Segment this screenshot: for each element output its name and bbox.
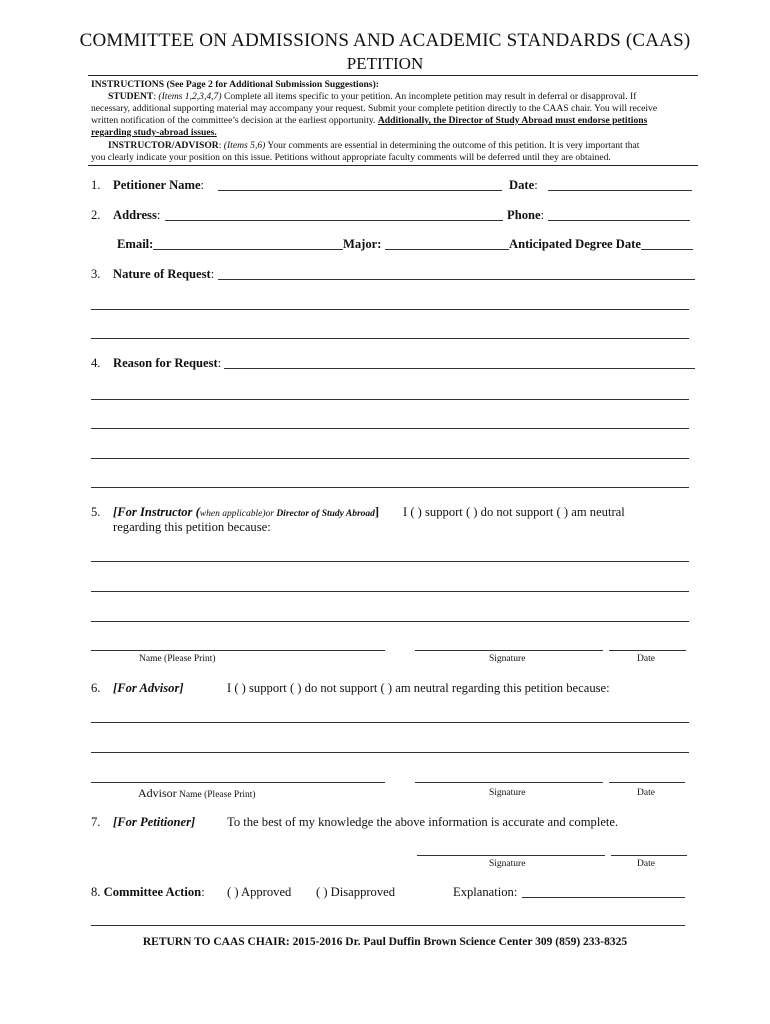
instructions-heading: INSTRUCTIONS (See Page 2 for Additional Submission Suggestions): (91, 79, 379, 90)
instructor-instructions-line2: you clearly indicate your position on this issue. Petitions without appropriate faculty comments will be deferred until they are obtained. (91, 152, 611, 163)
instructor-section-label: [For Instructor (when applicable)or Director of Study Abroad] (113, 505, 380, 519)
advisor-comment-line-1[interactable] (91, 722, 689, 723)
footer-return-info: RETURN TO CAAS CHAIR: 2015-2016 Dr. Paul Duffin Brown Science Center 309 (859) 233-8325 (142, 936, 628, 948)
petitioner-signature-caption: Signature (489, 859, 526, 869)
petitioner-date-caption: Date (637, 859, 655, 869)
instructor-because-text: regarding this petition because: (113, 520, 271, 534)
reason-for-request-field[interactable] (224, 368, 695, 369)
nature-line-1[interactable] (91, 309, 689, 310)
item3-number: 3. (91, 267, 101, 281)
student-instructions-line1: STUDENT: (Items 1,2,3,4,7) Complete all items specific to your petition. An incomplete petition may result in deferral or disapproval. If (108, 91, 637, 102)
item1-number: 1. (91, 178, 101, 192)
address-label: Address: (113, 208, 161, 222)
advisor-comment-line-2[interactable] (91, 752, 689, 753)
title-rule (88, 75, 698, 76)
instructor-signature-caption: Signature (489, 654, 526, 664)
instructor-name-caption: Name (Please Print) (139, 654, 216, 664)
reason-line-1[interactable] (91, 399, 689, 400)
phone-field[interactable] (548, 220, 690, 221)
reason-for-request-label: Reason for Request: (113, 356, 222, 370)
student-instructions-line2: necessary, additional supporting material may accompany your request. Submit your complete petition directly to the CAAS chair. You will receive (91, 103, 658, 114)
instructor-position-options[interactable]: I ( ) support ( ) do not support ( ) am neutral (403, 505, 625, 519)
advisor-name-field[interactable] (91, 782, 385, 783)
approved-option[interactable]: ( ) Approved (227, 885, 292, 899)
nature-of-request-label: Nature of Request: (113, 267, 215, 281)
advisor-date-field[interactable] (609, 782, 685, 783)
disapproved-option[interactable]: ( ) Disapproved (316, 885, 396, 899)
instructor-name-field[interactable] (91, 650, 385, 651)
petitioner-name-label: Petitioner Name: (113, 178, 205, 192)
major-field[interactable] (385, 249, 509, 250)
item2-number: 2. (91, 208, 101, 222)
instructions-rule (88, 165, 698, 166)
email-label: Email: (117, 237, 154, 251)
item7-number: 7. (91, 815, 101, 829)
instructor-signature-field[interactable] (415, 650, 603, 651)
advisor-date-caption: Date (637, 788, 655, 798)
advisor-signature-field[interactable] (415, 782, 603, 783)
anticipated-degree-date-field[interactable] (641, 249, 693, 250)
phone-label: Phone: (507, 208, 545, 222)
instructor-comment-line-3[interactable] (91, 621, 689, 622)
advisor-name-caption: Advisor Name (Please Print) (138, 786, 256, 800)
anticipated-degree-date-label: Anticipated Degree Date (509, 237, 641, 251)
form-title: COMMITTEE ON ADMISSIONS AND ACADEMIC STANDARDS (CAAS) (79, 30, 691, 51)
major-label: Major: (343, 237, 382, 251)
petitioner-statement: To the best of my knowledge the above information is accurate and complete. (227, 815, 619, 829)
petitioner-signature-field[interactable] (417, 855, 605, 856)
address-field[interactable] (165, 220, 503, 221)
item4-number: 4. (91, 356, 101, 370)
explanation-field[interactable] (522, 897, 685, 898)
item5-number: 5. (91, 505, 101, 519)
nature-of-request-field[interactable] (218, 279, 695, 280)
reason-line-3[interactable] (91, 458, 689, 459)
email-field[interactable] (153, 249, 343, 250)
instructor-comment-line-1[interactable] (91, 561, 689, 562)
advisor-section-label: [For Advisor] (113, 681, 184, 695)
student-instructions-line3: written notification of the committee’s decision at the earliest opportunity. Additionally, the Director of Study Abroad must endorse petitions (91, 115, 648, 126)
reason-line-2[interactable] (91, 428, 689, 429)
petitioner-name-field[interactable] (218, 190, 502, 191)
item6-number: 6. (91, 681, 101, 695)
petitioner-section-label: [For Petitioner] (113, 815, 196, 829)
date-label: Date: (509, 178, 538, 192)
form-subtitle: PETITION (346, 54, 424, 73)
instructor-date-field[interactable] (609, 650, 686, 651)
instructor-comment-line-2[interactable] (91, 591, 689, 592)
petitioner-date-field[interactable] (611, 855, 687, 856)
advisor-position-options[interactable]: I ( ) support ( ) do not support ( ) am neutral regarding this petition because: (227, 681, 610, 695)
nature-line-2[interactable] (91, 338, 689, 339)
advisor-signature-caption: Signature (489, 788, 526, 798)
explanation-label: Explanation: (453, 885, 518, 899)
instructor-date-caption: Date (637, 654, 655, 664)
student-instructions-line4: regarding study-abroad issues. (91, 127, 217, 138)
explanation-line-2[interactable] (91, 925, 685, 926)
item8-committee-action: 8. Committee Action: (91, 885, 205, 899)
date-field[interactable] (548, 190, 692, 191)
reason-line-4[interactable] (91, 487, 689, 488)
instructor-instructions-line1: INSTRUCTOR/ADVISOR: (Items 5,6) Your comments are essential in determining the outcome of this petition. It is very important that (108, 140, 640, 151)
